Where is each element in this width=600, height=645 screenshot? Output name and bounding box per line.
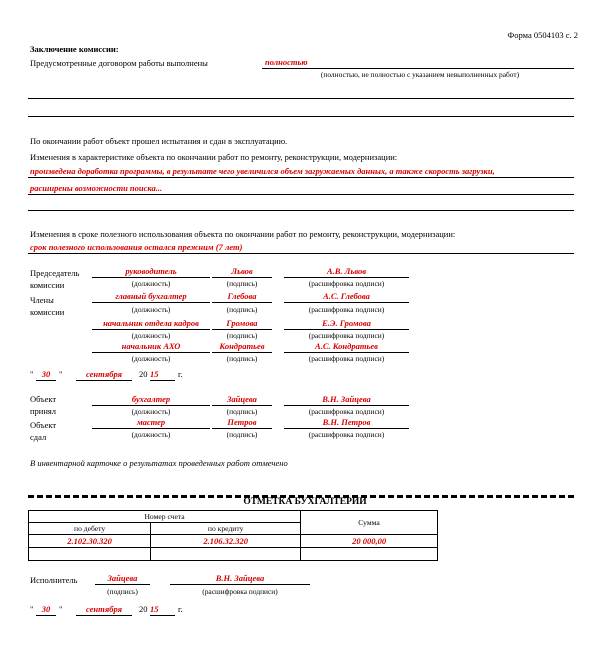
date1-day-line (36, 380, 56, 381)
handed-name[interactable]: В.Н. Петров (322, 417, 371, 427)
date2-year-prefix: 20 (139, 604, 148, 614)
changes-underline-1 (28, 177, 574, 178)
conclusion-title: Заключение комиссии: (30, 44, 119, 54)
credit-header: по кредиту (151, 523, 301, 535)
handed-label-1: Объект (30, 420, 57, 430)
date1-suffix: г. (178, 369, 183, 379)
commission-name-3[interactable]: Е.Э. Громова (322, 318, 371, 328)
date2-suffix: г. (178, 604, 183, 614)
executor-signature[interactable]: Зайцева (107, 573, 138, 583)
commission-caption-position-4: (должность) (131, 354, 171, 363)
commission-position-2-line (92, 302, 210, 303)
handed-caption-position: (должность) (131, 430, 171, 439)
date1-year[interactable]: 15 (150, 369, 159, 379)
commission-caption-signature-3: (подпись) (226, 331, 258, 340)
accepted-caption-position: (должность) (131, 407, 171, 416)
date1-month[interactable]: сентября (85, 369, 122, 379)
date1-quote-open: " (30, 369, 34, 379)
debit-header: по дебету (29, 523, 151, 535)
accepted-label-1: Объект (30, 394, 57, 404)
commission-name-1-line (284, 277, 409, 278)
sum-empty[interactable] (301, 548, 438, 561)
commission-caption-decoding-3: (расшифровка подписи) (308, 331, 385, 340)
commission-signature-4-line (212, 352, 272, 353)
changes-label: Изменения в характеристике объекта по окончании работ по ремонту, реконструкции, модернизации: (30, 152, 398, 162)
commission-caption-signature-1: (подпись) (226, 279, 258, 288)
handed-position-line (92, 428, 210, 429)
commission-position-1-line (92, 277, 210, 278)
commission-signature-4[interactable]: Кондратьев (219, 341, 265, 351)
tests-text: По окончании работ объект прошел испытания и сдан в эксплуатацию. (30, 136, 288, 146)
commission-caption-decoding-4: (расшифровка подписи) (308, 354, 385, 363)
debit-value[interactable]: 2.102.30.320 (29, 535, 151, 548)
useful-life-label: Изменения в сроке полезного использования объекта по окончании работ по ремонту, реконструкции, модернизации: (30, 229, 456, 239)
accounting-table (28, 510, 438, 561)
form-number: Форма 0504103 с. 2 (507, 30, 578, 40)
commission-signature-1-line (212, 277, 272, 278)
chair-label-1: Председатель (30, 268, 80, 278)
accepted-name[interactable]: В.Н. Зайцева (322, 394, 371, 404)
date1-quote-close: " (59, 369, 63, 379)
blank-line-2 (28, 116, 574, 117)
date2-quote-open: " (30, 604, 34, 614)
commission-signature-3[interactable]: Громова (226, 318, 258, 328)
executor-label: Исполнитель (30, 575, 78, 585)
date2-quote-close: " (59, 604, 63, 614)
handed-label-2: сдал (30, 432, 47, 442)
commission-name-2-line (284, 302, 409, 303)
commission-name-4[interactable]: А.С. Кондратьев (315, 341, 378, 351)
commission-position-2[interactable]: главный бухгалтер (115, 291, 187, 301)
chair-label-2: комиссии (30, 280, 65, 290)
changes-line-2[interactable]: расширены возможности поиска... (30, 183, 163, 193)
date1-year-line (150, 380, 175, 381)
inventory-note: В инвентарной карточке о результатах проведенных работ отмечено (30, 458, 288, 468)
date2-month[interactable]: сентября (85, 604, 122, 614)
commission-caption-decoding-1: (расшифровка подписи) (308, 279, 385, 288)
accepted-label-2: принял (30, 406, 57, 416)
commission-name-2[interactable]: А.С. Глебова (323, 291, 370, 301)
credit-value[interactable]: 2.106.32.320 (151, 535, 301, 548)
date2-year-line (150, 615, 175, 616)
commission-signature-2-line (212, 302, 272, 303)
handed-signature[interactable]: Петров (227, 417, 257, 427)
date2-year[interactable]: 15 (150, 604, 159, 614)
handed-name-line (284, 428, 409, 429)
works-underline (262, 68, 574, 69)
commission-position-4-line (92, 352, 210, 353)
commission-position-1[interactable]: руководитель (125, 266, 177, 276)
commission-caption-decoding-2: (расшифровка подписи) (308, 305, 385, 314)
executor-name-line (170, 584, 310, 585)
handed-caption-signature: (подпись) (226, 430, 258, 439)
changes-underline-3 (28, 210, 574, 211)
commission-caption-signature-4: (подпись) (226, 354, 258, 363)
accepted-caption-signature: (подпись) (226, 407, 258, 416)
sum-value[interactable]: 20 000,00 (301, 535, 438, 548)
commission-name-1[interactable]: А.В. Львов (326, 266, 367, 276)
commission-name-3-line (284, 329, 409, 330)
commission-caption-position-3: (должность) (131, 331, 171, 340)
commission-position-4[interactable]: начальник АХО (121, 341, 181, 351)
works-label: Предусмотренные договором работы выполнены (30, 58, 208, 68)
accounting-title: ОТМЕТКА БУХГАЛТЕРИИ (243, 497, 367, 507)
executor-caption-decoding: (расшифровка подписи) (202, 587, 278, 596)
accepted-position-line (92, 405, 210, 406)
members-label-1: Члены (30, 295, 54, 305)
accepted-caption-decoding: (расшифровка подписи) (308, 407, 385, 416)
works-hint: (полностью, не полностью с указанием невыполненных работ) (320, 70, 520, 79)
commission-caption-position-2: (должность) (131, 305, 171, 314)
commission-position-3[interactable]: начальник отдела кадров (103, 318, 199, 328)
handed-caption-decoding: (расшифровка подписи) (308, 430, 385, 439)
date2-month-line (76, 615, 132, 616)
accepted-signature-line (212, 405, 272, 406)
date2-day[interactable]: 30 (41, 604, 51, 614)
handed-signature-line (212, 428, 272, 429)
credit-empty[interactable] (151, 548, 301, 561)
commission-signature-3-line (212, 329, 272, 330)
commission-caption-position-1: (должность) (131, 279, 171, 288)
accepted-signature[interactable]: Зайцева (227, 394, 257, 404)
commission-signature-1[interactable]: Львов (231, 266, 253, 276)
executor-signature-line (95, 584, 150, 585)
executor-caption-signature: (подпись) (107, 587, 138, 596)
changes-line-1[interactable]: произведена доработка программы, в результате чего увеличился объем загружаемых данных, а также скорость загрузки, (30, 166, 495, 176)
commission-position-3-line (92, 329, 210, 330)
account-header: Номер счета (29, 511, 301, 523)
debit-empty[interactable] (29, 548, 151, 561)
members-label-2: комиссии (30, 307, 65, 317)
date1-month-line (76, 380, 132, 381)
useful-life-value[interactable]: срок полезного использования остался прежним (7 лет) (30, 242, 243, 252)
commission-caption-signature-2: (подпись) (226, 305, 258, 314)
accepted-name-line (284, 405, 409, 406)
useful-life-underline (28, 253, 574, 254)
date1-day[interactable]: 30 (41, 369, 51, 379)
executor-name[interactable]: В.Н. Зайцева (215, 573, 265, 583)
commission-name-4-line (284, 352, 409, 353)
works-value[interactable]: полностью (265, 57, 308, 67)
handed-position[interactable]: мастер (136, 417, 166, 427)
changes-underline-2 (28, 194, 574, 195)
date1-year-prefix: 20 (139, 369, 148, 379)
sum-header: Сумма (301, 511, 438, 535)
accepted-position[interactable]: бухгалтер (131, 394, 171, 404)
blank-line-1 (28, 98, 574, 99)
date2-day-line (36, 615, 56, 616)
commission-signature-2[interactable]: Глебова (227, 291, 257, 301)
